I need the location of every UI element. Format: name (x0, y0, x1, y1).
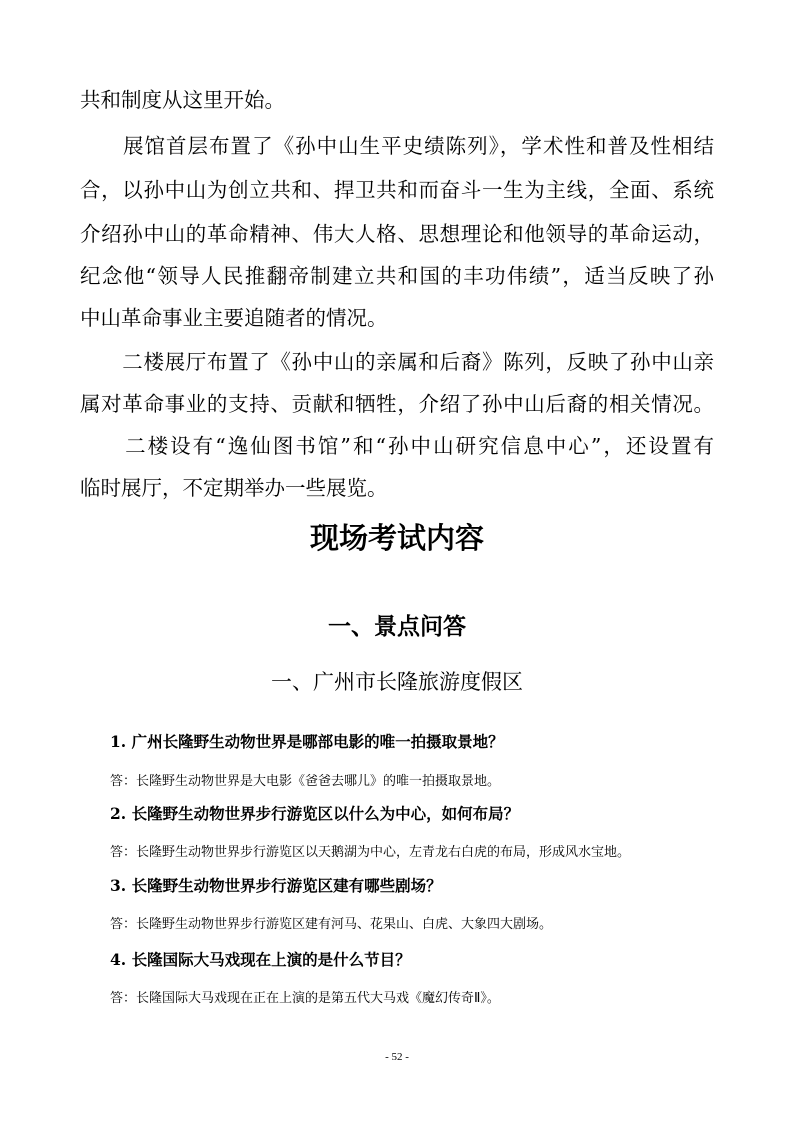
subsection-heading: 一、广州市长隆旅游度假区 (271, 670, 523, 694)
text-line: 共和制度从这里开始。 (80, 88, 285, 112)
text-line: 合，以孙中山为创立共和、捍卫共和而奋斗一生为主线，全面、系统 (80, 178, 714, 202)
question: 3. 长隆野生动物世界步行游览区建有哪些剧场？ (110, 876, 442, 895)
answer: 答：长隆国际大马戏现在正在上演的是第五代大马戏《魔幻传奇Ⅱ》。 (110, 991, 500, 1006)
answer: 答：长隆野生动物世界步行游览区建有河马、花果山、白虎、大象四大剧场。 (110, 917, 553, 932)
question: 1. 广州长隆野生动物世界是哪部电影的唯一拍摄取景地？ (110, 732, 504, 751)
section-heading: 一、景点问答 (328, 613, 466, 640)
page-title: 现场考试内容 (309, 521, 484, 555)
answer: 答：长隆野生动物世界是大电影《爸爸去哪儿》的唯一拍摄取景地。 (110, 774, 501, 789)
question: 2. 长隆野生动物世界步行游览区以什么为中心，如何布局？ (110, 804, 520, 823)
question: 4. 长隆国际大马戏现在上演的是什么节目？ (110, 950, 411, 969)
text-line: 二楼设有“逸仙图书馆”和“孙中山研究信息中心”，还设置有 (80, 434, 714, 458)
answer: 答：长隆野生动物世界步行游览区以天鹅湖为中心，左青龙右白虎的布局，形成风水宝地。 (110, 845, 631, 860)
text-line: 临时展厅，不定期举办一些展览。 (80, 476, 388, 500)
text-line: 纪念他“领导人民推翻帝制建立共和国的丰功伟绩”，适当反映了孙 (80, 264, 714, 288)
text-line: 二楼展厅布置了《孙中山的亲属和后裔》陈列，反映了孙中山亲 (80, 350, 714, 374)
text-line: 展馆首层布置了《孙中山生平史绩陈列》，学术性和普及性相结 (80, 134, 714, 158)
text-line: 中山革命事业主要追随者的情况。 (80, 306, 388, 330)
page-number: - 52 - (385, 1051, 409, 1063)
text-line: 属对革命事业的支持、贡献和牺牲，介绍了孙中山后裔的相关情况。 (80, 392, 714, 416)
text-line: 介绍孙中山的革命精神、伟大人格、思想理论和他领导的革命运动， (80, 222, 714, 246)
